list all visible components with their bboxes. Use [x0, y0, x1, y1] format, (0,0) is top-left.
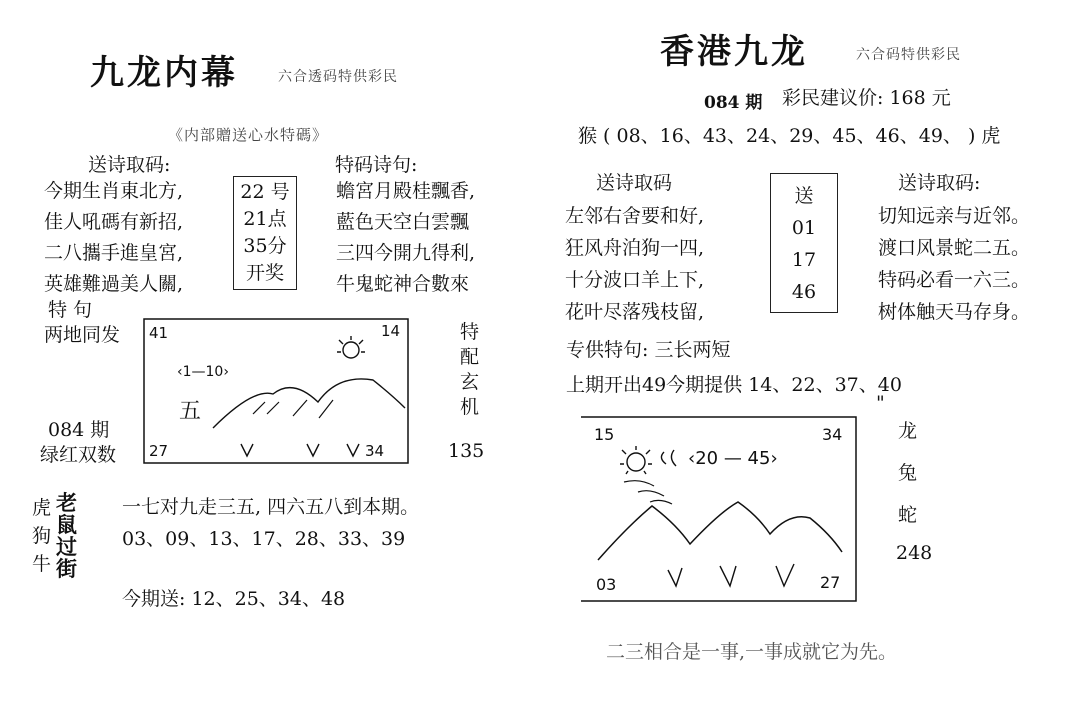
right-poem2-line: 特码必看一六三。 [878, 269, 1031, 291]
left-sketch-grass [241, 444, 359, 456]
right-box-line: 01 [791, 217, 817, 239]
zodiac-char: 鼠 [56, 512, 77, 537]
left-special-phrase: 两地同发 [44, 324, 121, 346]
zodiac-char: 狗 [32, 525, 52, 547]
left-sketch-corner-br: 34 [365, 442, 385, 460]
zodiac-char: 老 [56, 490, 77, 515]
right-poem2 [878, 200, 1030, 328]
left-poem1-line: 今期生肖東北方, [44, 180, 184, 202]
right-sketch-corner-bl: 03 [596, 575, 617, 594]
right-box-line: 46 [791, 281, 817, 303]
left-number-135: 135 [448, 440, 485, 462]
left-sketch-hatching [253, 400, 333, 418]
right-number-248: 248 [896, 542, 933, 564]
left-poem2-line: 牛鬼蛇神合數來 [336, 273, 470, 295]
left-poem2-heading: 特码诗句: [335, 154, 418, 176]
left-poem1-heading: 送诗取码: [88, 154, 171, 176]
right-sketch-corner-tl: 15 [594, 425, 615, 444]
left-poem1-line: 佳人吼碼有新招, [44, 211, 184, 233]
right-sketch-corner-br: 27 [820, 573, 841, 592]
right-poem1-line: 左邻右舍要和好, [565, 205, 705, 227]
zodiac-char: 牛 [32, 553, 52, 575]
right-poem2-line: 树体触天马存身。 [878, 301, 1031, 323]
left-special-label: 特 句 [48, 299, 93, 321]
left-poem2-line: 藍色天空白雲飄 [336, 211, 470, 233]
right-monkey-line: 猴 ( 08、16、43、24、29、45、46、49、 ) 虎 [578, 125, 1001, 147]
right-issue: 084 期 [704, 93, 763, 113]
left-box-line: 开奖 [245, 262, 284, 284]
left-draw-time-box [233, 176, 297, 290]
left-poem2 [336, 176, 475, 300]
left-issue-phrase: 绿红双数 [40, 444, 117, 466]
right-special-line: 专供特句: 三长两短 [566, 339, 731, 361]
left-subheading: 《内部贈送心水特碼》 [168, 126, 329, 144]
left-line-b: 03、09、13、17、28、33、39 [122, 528, 406, 550]
left-poem2-line: 蟾宮月殿桂飄香, [336, 180, 476, 202]
left-vertical-char: 配 [460, 346, 480, 368]
right-poem1-line: 花叶尽落残枝留, [565, 301, 705, 323]
zodiac-char: 虎 [32, 497, 52, 519]
left-vertical-char: 机 [460, 396, 480, 418]
right-box-line: 送 [794, 185, 814, 207]
left-box-line: 35分 [243, 235, 287, 257]
left-vertical-char: 玄 [460, 371, 480, 393]
right-poem2-heading: 送诗取码: [898, 172, 981, 194]
zodiac-char: 过 [56, 534, 77, 559]
right-poem1-line: 狂风舟泊狗一四, [565, 237, 705, 259]
right-poem2-line: 切知远亲与近邻。 [878, 205, 1031, 227]
right-poem1-heading: 送诗取码 [596, 172, 673, 194]
left-sketch-corner-bl: 27 [149, 442, 169, 460]
right-vertical-char: 兔 [898, 462, 918, 484]
left-right-vertical [460, 320, 479, 420]
right-sketch-range: ‹20 — 45› [688, 448, 778, 469]
right-vertical-char: 龙 [898, 420, 918, 442]
left-zodiac-col2 [56, 492, 77, 580]
right-sketch [580, 416, 858, 602]
right-sketch-corner-tr: 34 [822, 425, 843, 444]
left-issue: 084 期 [48, 419, 110, 441]
left-title: 九龙内幕 [90, 53, 238, 93]
right-last-period: 上期开出49今期提供 14、22、37、40 [566, 374, 902, 396]
left-sketch-range: ‹1—10› [177, 364, 229, 380]
right-title: 香港九龙 [660, 32, 808, 72]
left-poem2-line: 三四今開九得利, [336, 242, 476, 264]
zodiac-char: 街 [56, 556, 77, 581]
right-box-line: 17 [791, 249, 817, 271]
right-sketch-sun [620, 446, 676, 474]
left-poem1-line: 二八攜手進皇宮, [44, 242, 184, 264]
right-vertical-char: 蛇 [898, 504, 918, 526]
left-sketch-corner-tr: 14 [381, 322, 401, 340]
left-line-a: 一七对九走三五, 四六五八到本期。 [122, 496, 420, 518]
left-subtitle: 六合透码特供彩民 [278, 69, 398, 85]
left-sketch-sun [337, 336, 365, 358]
left-vertical-char: 特 [460, 321, 480, 343]
right-quote-mark: " [876, 392, 885, 414]
right-sketch-hatching [624, 481, 672, 504]
right-vertical [898, 410, 917, 536]
left-box-line: 21点 [243, 208, 287, 230]
left-zodiac-col1 [32, 494, 51, 578]
left-line-c: 今期送: 12、25、34、48 [122, 588, 346, 610]
right-price: 彩民建议价: 168 元 [782, 87, 951, 109]
left-sketch-char: 五 [179, 399, 202, 424]
right-poem1 [565, 200, 704, 328]
right-sketch-mountains [598, 502, 842, 560]
right-poem1-line: 十分波口羊上下, [565, 269, 705, 291]
left-poem1 [44, 176, 183, 300]
right-footer: 二三相合是一事,一事成就它为先。 [606, 641, 898, 663]
right-subtitle: 六合码特供彩民 [856, 47, 961, 63]
left-sketch-mountains [213, 379, 405, 428]
left-sketch [143, 318, 409, 464]
right-gift-box [770, 173, 838, 313]
left-box-line: 22 号 [240, 181, 290, 203]
right-poem2-line: 渡口风景蛇二五。 [878, 237, 1031, 259]
left-sketch-corner-tl: 41 [149, 324, 169, 342]
left-poem1-line: 英雄難過美人關, [44, 273, 184, 295]
right-sketch-grass [668, 564, 794, 586]
